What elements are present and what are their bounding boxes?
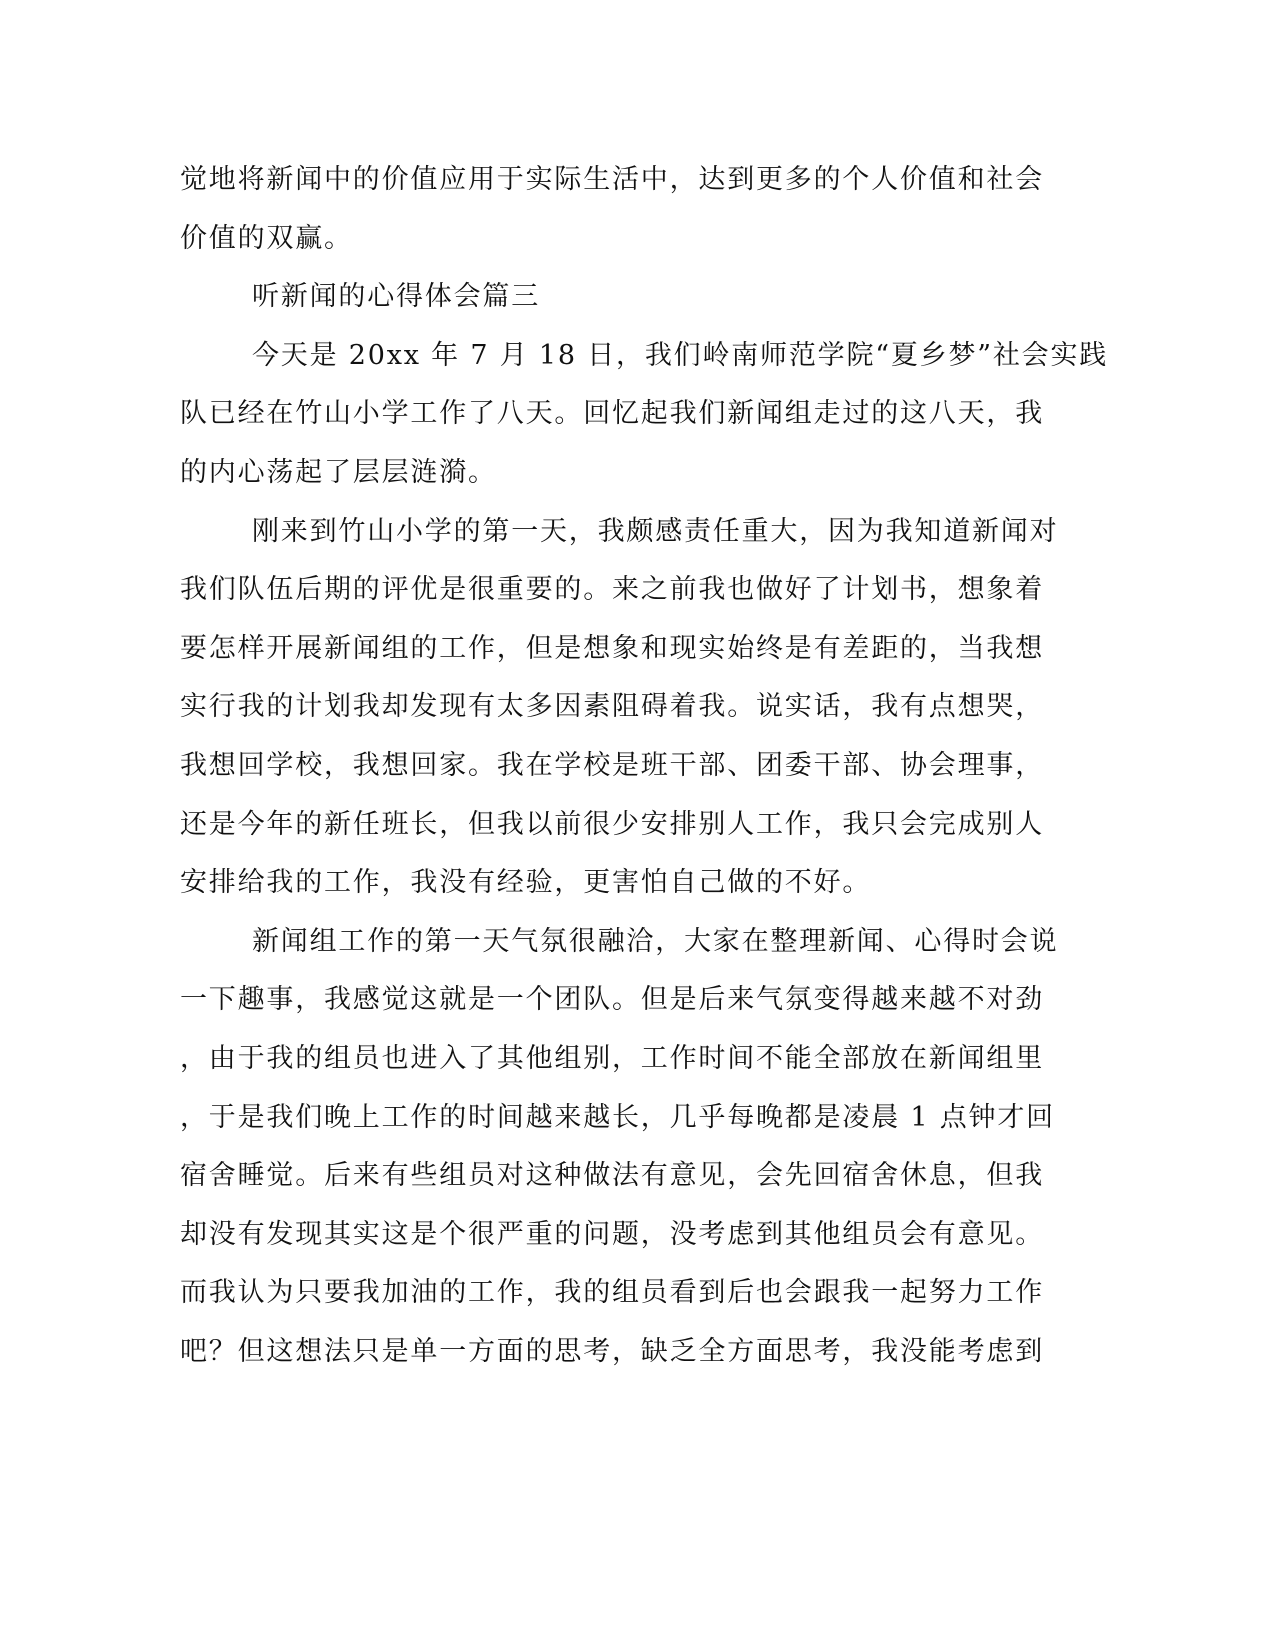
text-line: 吧？但这想法只是单一方面的思考，缺乏全方面思考，我没能考虑到 (180, 1335, 1044, 1367)
text-line: 却没有发现其实这是个很严重的问题，没考虑到其他组员会有意见。 (180, 1218, 1044, 1250)
text-line: 价值的双赢。 (180, 222, 353, 254)
text-line: ，于是我们晚上工作的时间越来越长，几乎每晚都是凌晨 1 点钟才回 (180, 1101, 1055, 1133)
text-line: 我们队伍后期的评优是很重要的。来之前我也做好了计划书，想象着 (180, 574, 1044, 606)
text-line: 而我认为只要我加油的工作，我的组员看到后也会跟我一起努力工作 (180, 1277, 1044, 1309)
text-line: 的内心荡起了层层涟漪。 (180, 456, 497, 488)
text-line: 刚来到竹山小学的第一天，我颇感责任重大，因为我知道新闻对 (252, 515, 1059, 547)
section-heading: 听新闻的心得体会篇三 (252, 281, 540, 313)
text-line: 宿舍睡觉。后来有些组员对这种做法有意见，会先回宿舍休息，但我 (180, 1160, 1044, 1192)
text-line: 我想回学校，我想回家。我在学校是班干部、团委干部、协会理事， (180, 749, 1044, 781)
text-line: 安排给我的工作，我没有经验，更害怕自己做的不好。 (180, 867, 872, 899)
text-line: 队已经在竹山小学工作了八天。回忆起我们新闻组走过的这八天，我 (180, 398, 1044, 430)
body-text (180, 157, 1109, 1387)
text-line: 新闻组工作的第一天气氛很融洽，大家在整理新闻、心得时会说 (252, 925, 1059, 957)
text-line: 一下趣事，我感觉这就是一个团队。但是后来气氛变得越来越不对劲 (180, 984, 1044, 1016)
text-line: ，由于我的组员也进入了其他组别，工作时间不能全部放在新闻组里 (180, 1042, 1044, 1074)
text-line: 还是今年的新任班长，但我以前很少安排别人工作，我只会完成别人 (180, 808, 1044, 840)
text-line: 觉地将新闻中的价值应用于实际生活中，达到更多的个人价值和社会 (180, 164, 1044, 195)
text-line: 今天是 20xx 年 7 月 18 日，我们岭南师范学院“夏乡梦”社会实践 (252, 339, 1109, 371)
text-line: 要怎样开展新闻组的工作，但是想象和现实始终是有差距的，当我想 (180, 632, 1044, 664)
text-line: 实行我的计划我却发现有太多因素阻碍着我。说实话，我有点想哭， (180, 691, 1044, 723)
